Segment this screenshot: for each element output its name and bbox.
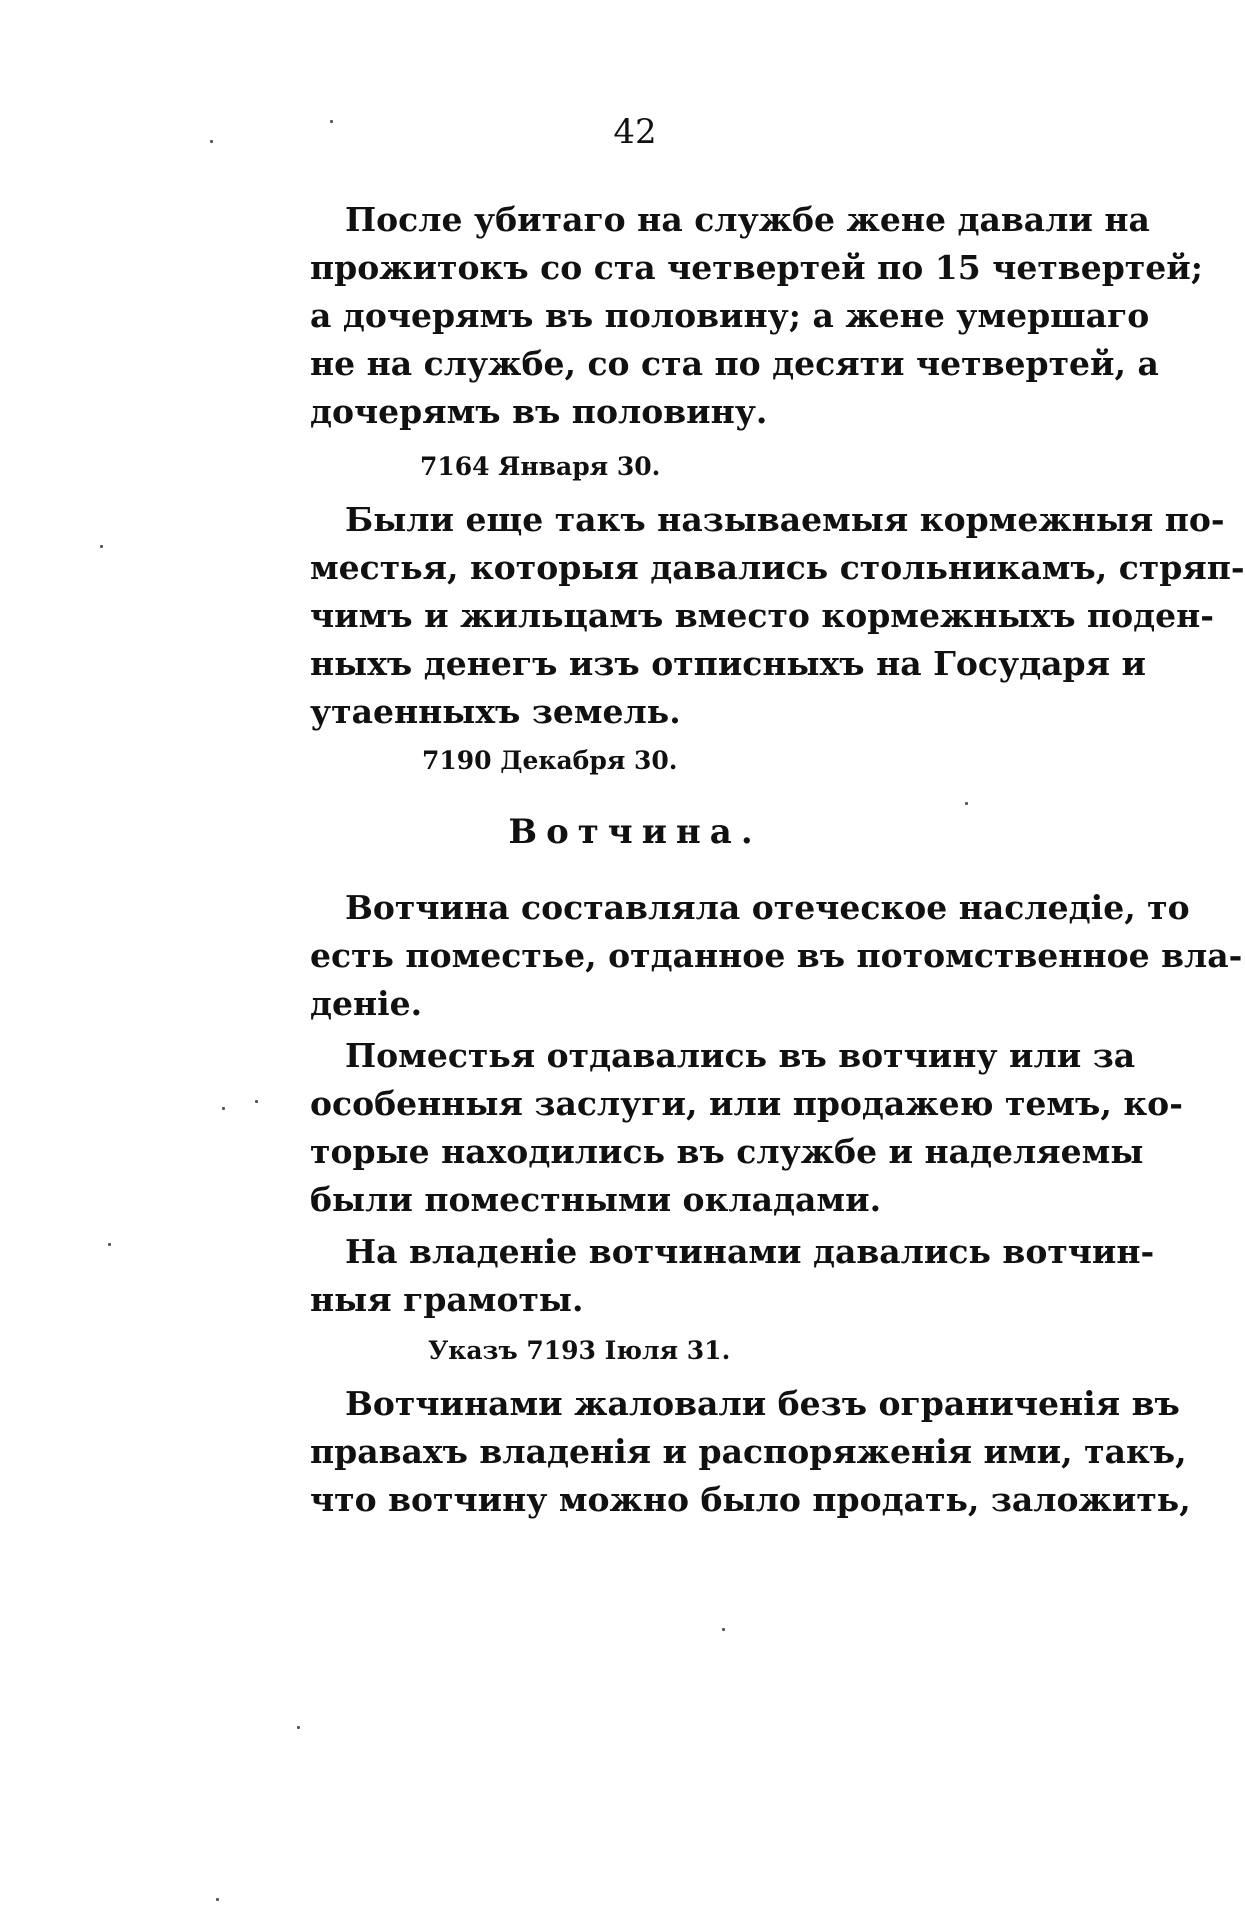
para3-line-3: деніе. [310,984,423,1023]
para6-line-1: Вотчинами жаловали безъ ограниченія въ [345,1384,1180,1423]
para1-citation: 7164 Января 30. [420,452,661,481]
para2-line-3: чимъ и жильцамъ вместо кормежныхъ поден- [310,596,1215,635]
scan-speck [255,1100,258,1103]
para2-citation: 7190 Декабря 30. [422,746,678,775]
scan-speck [216,1898,219,1901]
para1-line-1: После убитаго на службе жене давали на [345,200,1150,239]
para1-line-2: прожитокъ со ста четвертей по 15 четвертей; [310,248,1203,287]
para2-line-2: местья, которыя давались стольникамъ, стряп- [310,548,1245,587]
para4-line-1: Поместья отдавались въ вотчину или за [345,1036,1136,1075]
para1-line-3: а дочерямъ въ половину; а жене умершаго [310,296,1150,335]
para3-line-1: Вотчина составляла отеческое наследіе, то [345,888,1190,927]
scan-speck [965,802,968,805]
para5-line-2: ныя грамоты. [310,1280,584,1319]
para1-line-4: не на службе, со ста по десяти четвертей, а [310,344,1159,383]
para2-line-5: утаенныхъ земель. [310,692,681,731]
para6-line-3: что вотчину можно было продать, заложить, [310,1480,1191,1519]
para4-line-4: были поместными окладами. [310,1180,882,1219]
scan-speck [108,1243,111,1246]
scan-speck [722,1628,725,1631]
para4-line-2: особенныя заслуги, или продажею темъ, ко- [310,1084,1183,1123]
para2-line-4: ныхъ денегъ изъ отписныхъ на Государя и [310,644,1146,683]
scan-speck [100,545,103,548]
scan-speck [222,1107,225,1110]
scan-speck [297,1726,300,1729]
page-number: 42 [613,112,657,152]
para1-line-5: дочерямъ въ половину. [310,392,768,431]
para5-citation: Указъ 7193 Іюля 31. [428,1336,731,1365]
para3-line-2: есть поместье, отданное въ потомственное вла- [310,936,1243,975]
para4-line-3: торые находились въ службе и наделяемы [310,1132,1144,1171]
scan-speck [330,120,333,123]
para2-line-1: Были еще такъ называемыя кормежныя по- [345,500,1225,539]
para6-line-2: правахъ владенія и распоряженія ими, такъ, [310,1432,1187,1471]
section-heading: Вотчина. [508,812,762,852]
scan-speck [210,140,213,143]
para5-line-1: На владеніе вотчинами давались вотчин- [345,1232,1155,1271]
